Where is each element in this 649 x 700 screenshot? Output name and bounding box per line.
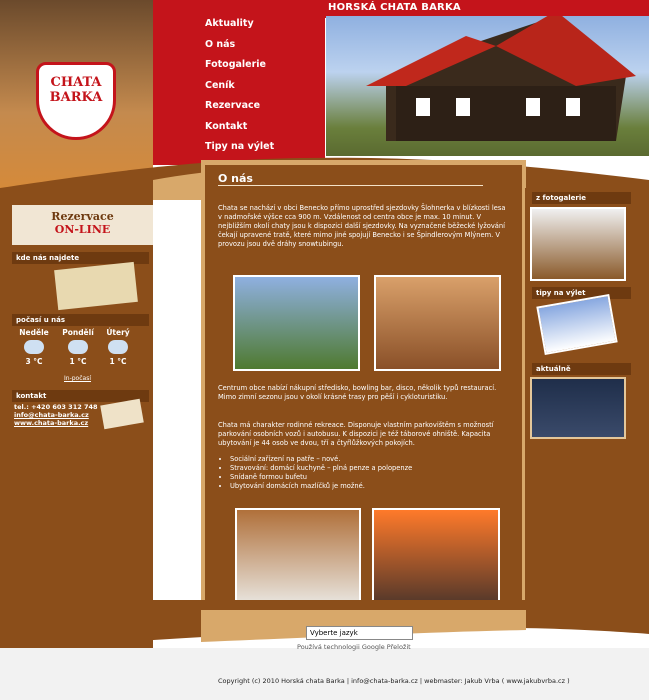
cloud-icon <box>108 340 128 354</box>
language-select[interactable]: Vyberte jazyk <box>306 626 413 640</box>
weather-day <box>58 328 98 366</box>
weather-temp: 1 °C <box>109 357 127 366</box>
menu-cenik[interactable]: Ceník <box>205 79 235 91</box>
list-item: • Stravování: domácí kuchyně – plná penze a polopenze <box>230 464 510 473</box>
logo-line1: CHATA <box>50 75 102 90</box>
header-photo <box>326 16 649 156</box>
find-us-title: kde nás najdete <box>12 252 149 264</box>
contact-email[interactable]: info@chata-barka.cz <box>14 411 89 419</box>
map-icon[interactable] <box>54 262 138 310</box>
google-translate-credit: Používá technologii Google Přeložit <box>297 643 411 651</box>
menu-aktuality[interactable]: Aktuality <box>205 18 254 29</box>
reservation-title: Rezervace <box>51 210 114 223</box>
logo-line2: BARKA <box>49 90 103 105</box>
weather-day <box>14 328 54 366</box>
menu-kontakt[interactable]: Kontakt <box>205 120 248 132</box>
menu-rezervace[interactable]: Rezervace <box>205 100 261 111</box>
center-paragraph: Centrum obce nabízí nákupní středisko, bowling bar, disco, několik typů restaurací. Mimo zimní sezonu jsou v okolí krásné trasy pro pěší i cykloturistiku. <box>218 384 497 401</box>
cloud-icon <box>68 340 88 354</box>
weather-title: počasí u nás <box>12 314 149 326</box>
main-menu <box>205 14 274 158</box>
intro-paragraph: Chata se nachází v obci Benecko přímo uprostřed sjezdovky Šlohnerka v blízkosti lesa v nadmořské výšce cca 900 m. Vzdálenost od centra obce je max. 10 minut. V nejbližším okolí chaty jsou k dispozici další sjezdovky. Na vyznačené běžecké lyžování čekají upravené tratě, které mimo jiné spojují Benecko i se Špindlerovým Mlýnem. V provozu jsou dvě dráhy snowtubingu. <box>218 204 506 248</box>
weather-link[interactable]: In-počasí <box>64 375 91 382</box>
weather-day-name: Úterý <box>106 328 130 337</box>
heading-rule <box>218 185 483 186</box>
photo-bedroom[interactable] <box>235 508 361 602</box>
reservation-banner[interactable] <box>12 205 153 245</box>
contact-web[interactable]: www.chata-barka.cz <box>14 419 89 427</box>
photo-dining[interactable] <box>372 508 500 602</box>
gallery-title: z fotogalerie <box>532 192 631 204</box>
menu-tipy[interactable]: Tipy na výlet <box>205 141 275 152</box>
brand-title: HORSKÁ CHATA BARKA <box>328 2 461 13</box>
page-heading: O nás <box>218 172 253 185</box>
footer <box>0 648 649 700</box>
weather-day <box>98 328 138 366</box>
photo-house[interactable] <box>233 275 360 371</box>
news-thumbnail[interactable] <box>530 377 626 439</box>
news-title: aktuálně <box>532 363 631 375</box>
weather-day-name: Neděle <box>19 328 49 337</box>
contact-info <box>14 403 98 427</box>
list-item: • Snídaně formou bufetu <box>230 473 510 482</box>
logo[interactable] <box>36 62 116 140</box>
list-item: • Sociální zařízení na patře – nové. <box>230 455 510 464</box>
tips-title: tipy na výlet <box>532 287 631 299</box>
features-list <box>218 455 510 491</box>
menu-o-nas[interactable]: O nás <box>205 38 236 50</box>
gallery-thumbnail[interactable] <box>530 207 626 281</box>
weather-temp: 3 °C <box>25 357 43 366</box>
weather-day-name: Pondělí <box>62 328 94 337</box>
contact-phone: tel.: +420 603 312 748 <box>14 403 98 411</box>
contact-title: kontakt <box>12 390 149 402</box>
weather-temp: 1 °C <box>69 357 87 366</box>
cloud-icon <box>24 340 44 354</box>
reservation-online: ON-LINE <box>54 223 111 236</box>
photo-room[interactable] <box>374 275 501 371</box>
parking-paragraph: Chata má charakter rodinné rekreace. Disponuje vlastním parkovištěm s možností parkování osobních vozů i autobusu. K dispozici je též táborové ohniště. Kapacita ubytování je 44 osob ve dvou, tří a čtyřlůžkových pokojích. <box>218 421 494 447</box>
list-item: • Ubytování domácích mazlíčků je možné. <box>230 482 510 491</box>
menu-fotogalerie[interactable]: Fotogalerie <box>205 59 266 70</box>
copyright: Copyright (c) 2010 Horská chata Barka | info@chata-barka.cz | webmaster: Jakub Vrba ( www.jakubvrba.cz ) <box>218 677 570 685</box>
